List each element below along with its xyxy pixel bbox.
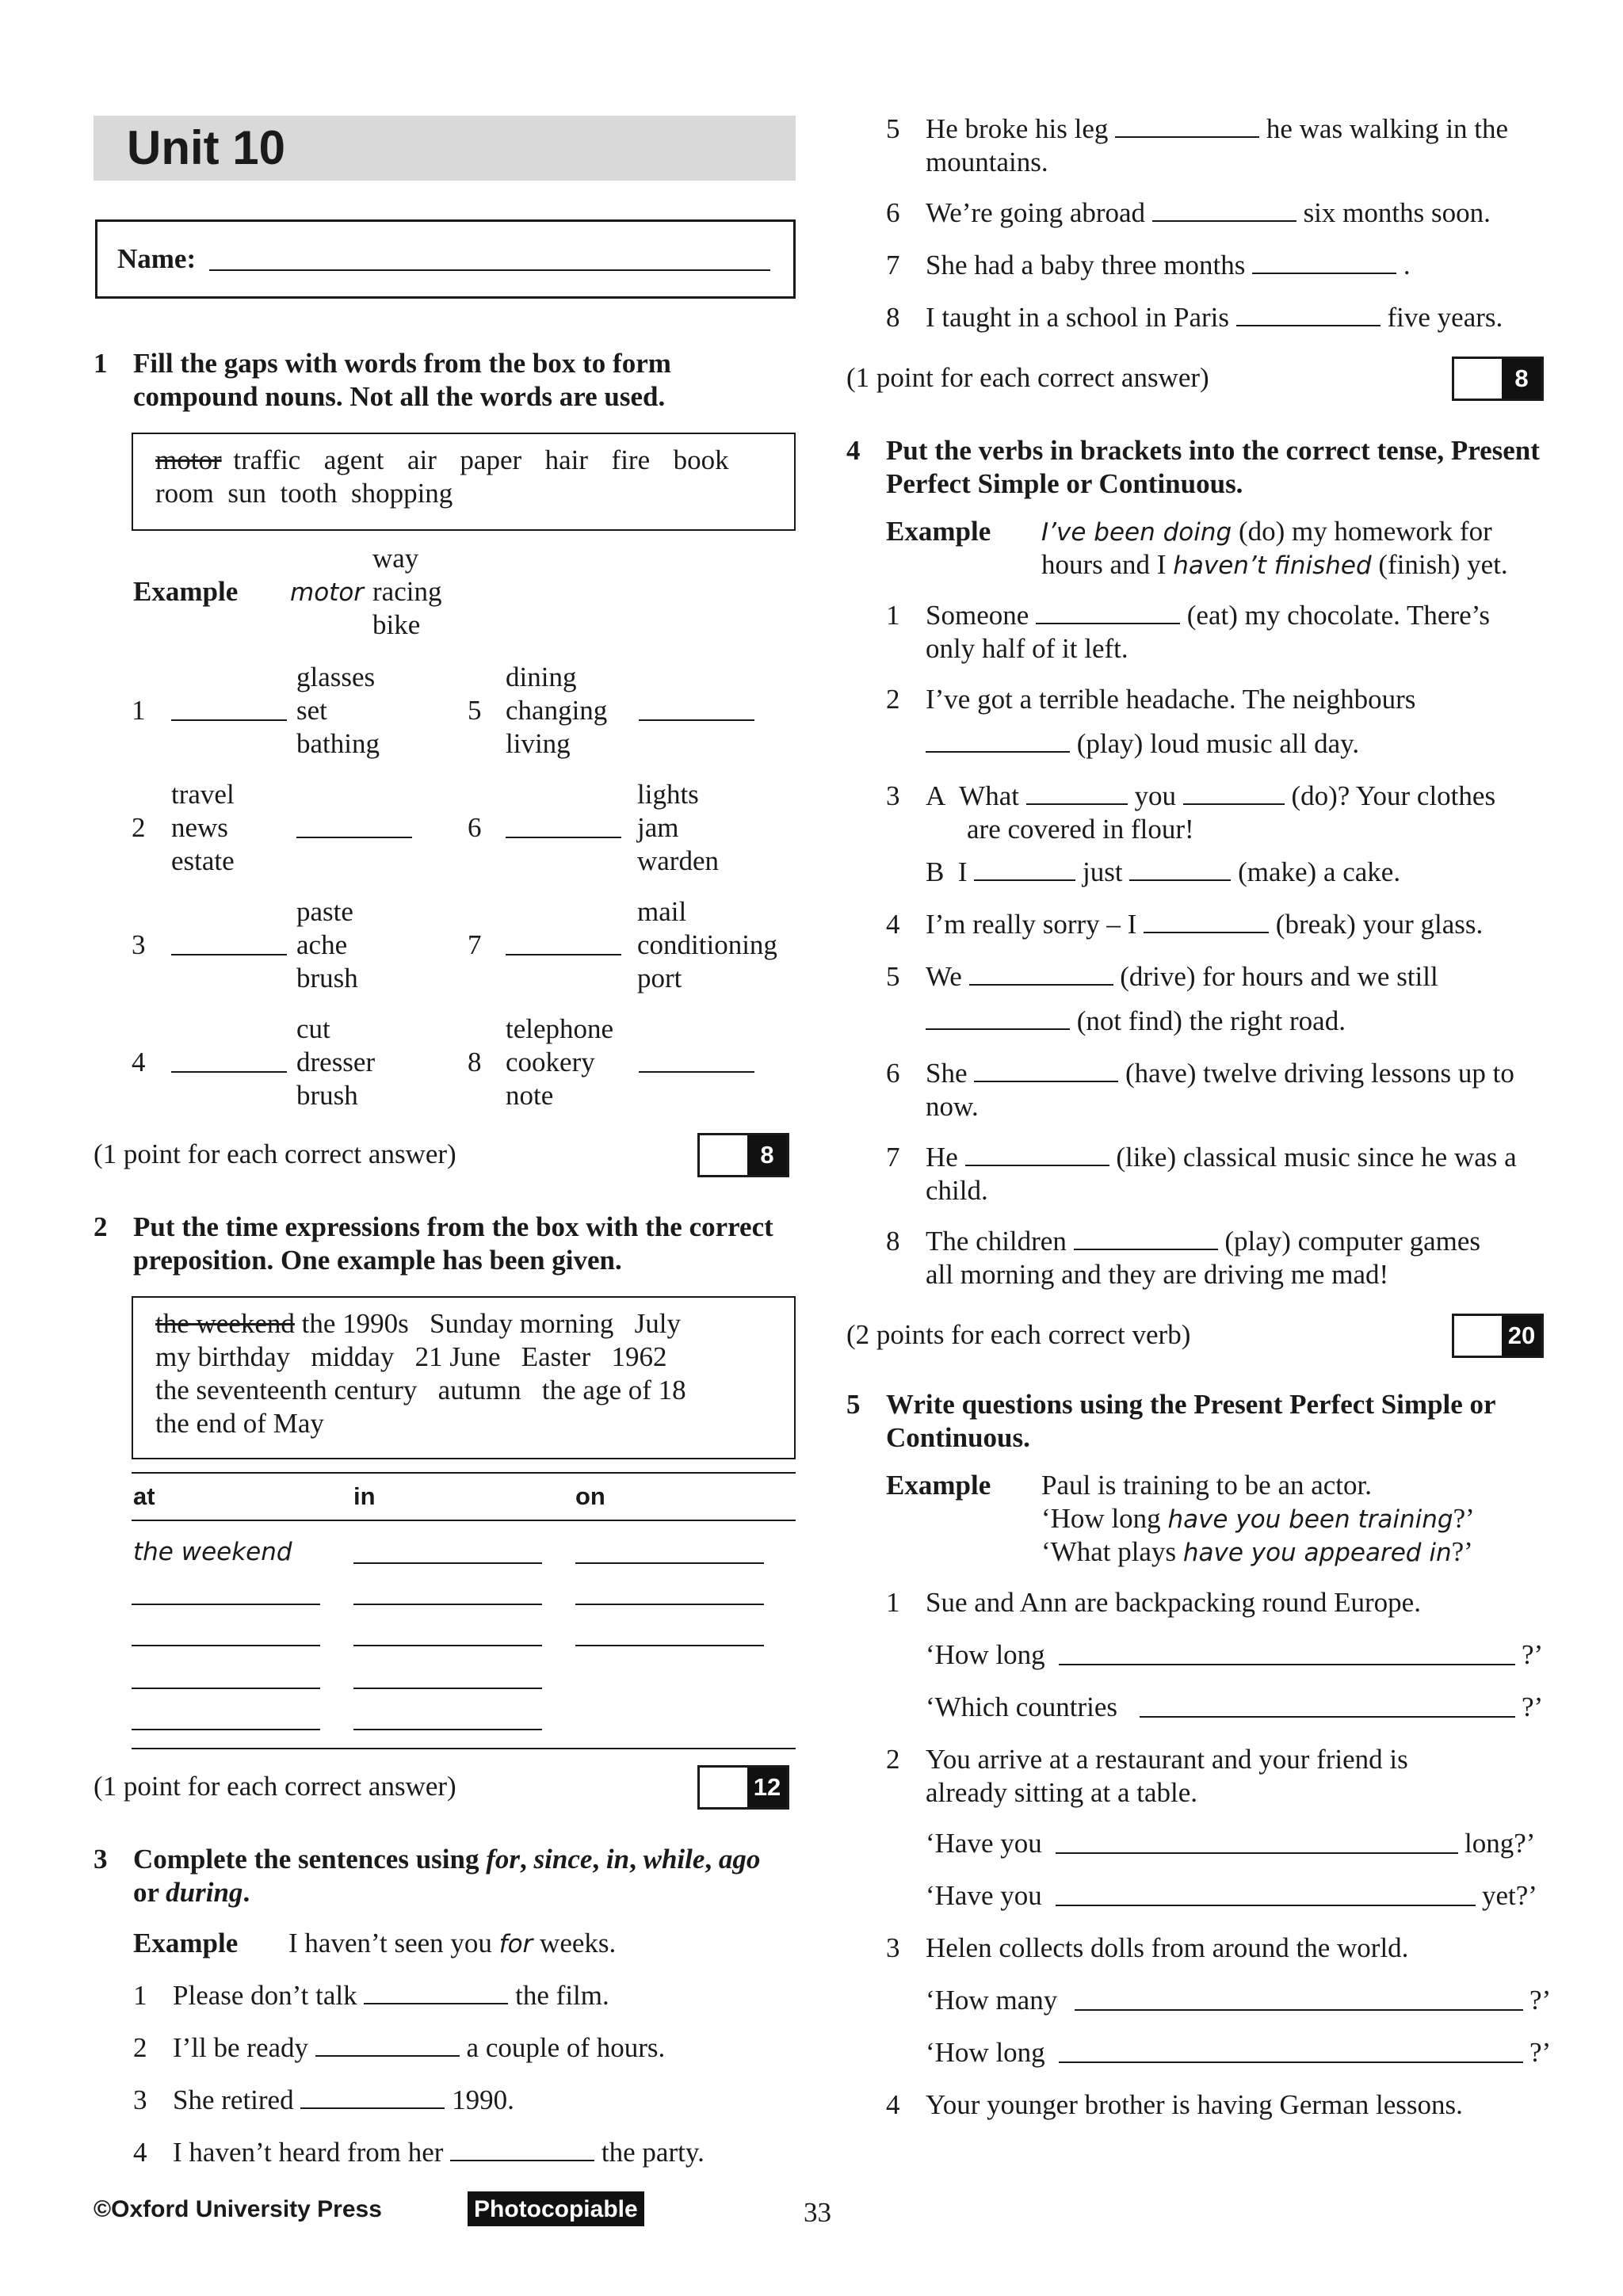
ex4-item-1-blank[interactable] [1036,602,1180,624]
ex2-instruction-2: preposition. One example has been given. [133,1245,622,1276]
ex2-in-blank-3[interactable] [353,1645,542,1646]
ex5-item-2-number: 2 [886,1744,900,1775]
ex1-score-box [697,1133,789,1177]
ex2-points-note: (1 point for each correct answer) [94,1771,456,1802]
ex2-box-struck-word: the weekend [155,1308,295,1339]
ex3-item-4-pre: I haven’t heard from her [173,2137,444,2168]
ex1-item-7-number: 7 [468,929,482,960]
ex5-item-1-q2-pre: ‘Which countries [926,1691,1117,1722]
ex3-example-label: Example [133,1928,239,1958]
ex1-item-5-blank[interactable] [639,719,754,721]
ex4-item-7-number: 7 [886,1142,900,1173]
ex4-item-3-a-blank-1[interactable] [1026,783,1128,805]
ex3-item-2-post: a couple of hours. [466,2032,666,2063]
ex3-item-7-blank[interactable] [1252,252,1396,274]
ex3-example-sentence [288,1927,616,1961]
ex1-number: 1 [94,348,108,379]
ex1-box-line-1 [155,444,729,477]
ex2-score-box [697,1765,789,1810]
ex3-number: 3 [94,1844,108,1875]
ex5-item-2-q1-blank[interactable] [1056,1852,1458,1854]
ex5-example-label: Example [886,1470,991,1501]
ex1-item-4-blank[interactable] [171,1071,287,1073]
ex2-box-words-1: the 1990s Sunday morning July [301,1308,681,1339]
ex3-score: 8 [1502,359,1541,399]
ex4-item-3-b-post: (make) a cake. [1238,856,1401,887]
ex4-item-7-blank[interactable] [965,1144,1109,1166]
name-label: Name: [117,243,197,274]
ex1-item-2-word-1: travel [171,779,235,810]
ex4-item-4-post: (break) your glass. [1275,909,1484,940]
ex2-at-blank-2[interactable] [132,1604,320,1605]
ex4-item-5-blank-1[interactable] [969,963,1113,986]
ex5-item-3-text: Helen collects dolls from around the world. [926,1932,1409,1963]
ex3-item-2-pre: I’ll be ready [173,2032,309,2063]
ex5-example-line-1: Paul is training to be an actor. [1041,1470,1372,1501]
ex3-item-3-blank[interactable] [300,2087,445,2109]
ex3-instruction-2: or during. [133,1877,250,1908]
ex2-box-line-4: the end of May [155,1408,324,1439]
ex4-item-1-pre: Someone [926,600,1029,631]
ex1-item-3-word-3: brush [296,963,358,994]
ex1-box-words: traffic agent air paper hair fire book [233,444,729,475]
ex4-item-7-pre: He [926,1142,958,1173]
ex4-item-3-b-label: B [926,856,945,887]
ex3-word-during: during [166,1877,243,1908]
ex1-box-line-2: room sun tooth shopping [155,478,453,509]
ex1-example-word-3: bike [372,609,421,640]
ex4-item-5-post: (drive) for hours and we still [1120,961,1438,992]
ex3-instruction-text: Complete the sentences using [133,1844,487,1875]
ex3-item-5-number: 5 [886,113,900,144]
ex2-score: 12 [747,1768,787,1807]
ex4-example-rest-1: (do) my homework for [1232,516,1492,547]
ex3-instruction-or: or [133,1877,166,1908]
ex1-item-8-blank[interactable] [639,1071,754,1073]
ex3-item-1-number: 1 [133,1980,147,2011]
ex4-example-rest-2: (finish) yet. [1371,549,1508,580]
ex4-item-8-line-2: all morning and they are driving me mad! [926,1259,1389,1290]
ex3-word-since: since [533,1844,593,1875]
ex5-item-2-q1-pre: ‘Have you [926,1828,1042,1859]
ex3-item-2 [133,2031,665,2065]
ex4-item-3-a-post: (do)? Your clothes [1291,780,1496,811]
ex5-item-3-q1-pre: ‘How many [926,1985,1058,2016]
ex2-in-blank-5[interactable] [353,1729,542,1730]
ex2-in-blank-1[interactable] [353,1562,542,1564]
ex3-item-5-blank[interactable] [1115,116,1259,138]
ex3-item-3 [133,2084,514,2117]
ex5-item-4 [886,2088,1463,2122]
ex3-item-8-post: five years. [1387,302,1503,333]
ex1-item-1-number: 1 [132,695,146,726]
ex2-at-blank-5[interactable] [132,1729,320,1730]
ex5-item-1 [886,1586,1421,1619]
ex4-item-3-b-mid: just [1083,856,1123,887]
ex4-item-2-text: I’ve got a terrible headache. The neighbours [926,684,1416,715]
ex1-item-3-number: 3 [132,929,146,960]
ex5-example-pre-3: ‘What plays [1041,1536,1183,1567]
ex3-item-8-blank[interactable] [1236,304,1381,326]
ex3-item-3-number: 3 [133,2084,147,2115]
ex1-item-2-number: 2 [132,812,146,843]
ex4-item-5-number: 5 [886,961,900,992]
ex4-score: 20 [1502,1316,1541,1356]
ex4-item-2-number: 2 [886,684,900,715]
ex5-item-2-q2-blank[interactable] [1056,1905,1476,1906]
ex1-item-1-word-2: set [296,695,327,726]
ex1-item-2-blank[interactable] [296,837,412,838]
ex5-item-2-q2-pre: ‘Have you [926,1880,1042,1911]
ex3-item-1 [133,1979,609,2012]
ex5-item-2-text-2: already sitting at a table. [926,1777,1198,1808]
ex5-item-3-q2-blank[interactable] [1059,2061,1523,2063]
ex1-item-7-word-3: port [637,963,682,994]
ex5-item-1-number: 1 [886,1587,900,1618]
ex3-points-note: (1 point for each correct answer) [846,362,1209,393]
ex2-table-bottom-rule [132,1748,796,1749]
ex5-item-1-q2-post: ?’ [1522,1691,1544,1722]
ex3-item-8-number: 8 [886,302,900,333]
ex4-item-7-post: (like) classical music since he was a [1116,1142,1517,1173]
ex4-item-1 [886,599,1490,632]
ex5-instruction-2: Continuous. [886,1422,1030,1453]
ex1-item-5-word-3: living [506,728,571,759]
ex3-item-2-blank[interactable] [315,2035,460,2057]
ex1-item-7-word-1: mail [637,896,687,927]
ex3-instruction-1: Complete the sentences using for, since, in, while, ago [133,1844,761,1875]
ex5-item-1-q1-blank[interactable] [1059,1664,1515,1665]
ex4-item-4 [886,908,1483,941]
ex4-item-4-blank[interactable] [1144,911,1269,933]
ex1-item-2-word-2: news [171,812,228,843]
ex3-item-6-post: six months soon. [1303,197,1491,228]
ex5-instruction-1: Write questions using the Present Perfect Simple or [886,1389,1496,1420]
ex1-item-6-word-2: jam [637,812,679,843]
ex4-item-3-b [926,856,1400,889]
ex4-item-3-a-label: A [926,780,946,811]
ex2-at-blank-4[interactable] [132,1688,320,1689]
ex4-item-3-a-pre: What [959,780,1019,811]
name-box [95,219,796,299]
ex5-item-4-number: 4 [886,2089,900,2120]
ex4-item-6-line-2: now. [926,1091,979,1122]
ex5-item-3-q1-blank[interactable] [1075,2009,1523,2011]
ex5-item-1-q1-pre: ‘How long [926,1639,1045,1670]
ex2-on-blank-2[interactable] [575,1604,764,1605]
ex4-item-2-post: (play) loud music all day. [1076,728,1360,759]
ex1-item-4-word-3: brush [296,1080,358,1111]
ex1-box-struck-word: motor [155,444,222,475]
ex4-item-2 [886,683,1415,716]
name-field[interactable] [209,269,770,271]
ex3-item-6-number: 6 [886,197,900,228]
ex1-example-word-2: racing [372,576,442,607]
ex1-score: 8 [747,1135,787,1175]
ex3-item-3-post: 1990. [452,2084,514,2115]
ex1-points-note: (1 point for each correct answer) [94,1138,456,1169]
ex2-header-on: on [575,1482,605,1510]
ex4-item-8 [886,1225,1480,1258]
ex4-instruction-1: Put the verbs in brackets into the correct tense, Present [886,435,1540,466]
ex3-item-6-blank[interactable] [1152,200,1296,222]
copyright-text: ©Oxford University Press [94,2196,382,2222]
ex1-item-6-number: 6 [468,812,482,843]
ex1-item-4-word-2: dresser [296,1047,376,1077]
ex2-in-blank-4[interactable] [353,1688,542,1689]
ex1-example-answer: motor [290,578,365,607]
ex4-example-pre-2: hours and I [1041,549,1174,580]
ex1-item-5-word-2: changing [506,695,608,726]
ex1-item-3-word-2: ache [296,929,348,960]
ex5-example-line-2 [1041,1502,1475,1536]
ex2-header-rule [132,1520,796,1521]
ex5-item-2 [886,1743,1408,1776]
ex3-item-7-pre: She had a baby three months [926,250,1246,280]
ex1-item-4-word-1: cut [296,1013,330,1044]
ex5-item-3-q2-post: ?’ [1529,2037,1552,2068]
ex4-item-7-line-2: child. [926,1175,988,1206]
ex3-item-1-post: the film. [515,1980,609,2011]
ex1-example-label: Example [133,576,239,607]
ex4-item-6-pre: She [926,1058,968,1089]
ex4-item-6-blank[interactable] [974,1060,1118,1082]
ex5-example-answer-3: have you appeared in [1182,1539,1452,1567]
ex3-word-in: in [605,1844,630,1875]
ex4-item-5-post-2: (not find) the right road. [1076,1005,1346,1036]
ex3-example-post: weeks. [533,1928,617,1958]
ex4-item-5-pre: We [926,961,962,992]
ex4-example-answer-2: haven’t finished [1173,551,1372,580]
ex5-example-answer-2: have you been training [1167,1505,1453,1534]
ex5-example-post-2: ?’ [1453,1503,1475,1534]
ex3-example-pre: I haven’t seen you [288,1928,499,1958]
ex1-item-6-word-1: lights [637,779,699,810]
ex5-item-3-q1-post: ?’ [1529,1985,1552,2016]
ex4-item-3-b-blank-1[interactable] [974,859,1075,881]
ex2-box-line-2: my birthday midday 21 June Easter 1962 [155,1341,667,1372]
ex5-example-line-3 [1041,1535,1473,1569]
ex4-item-5 [886,960,1438,994]
photocopiable-badge [468,2191,644,2226]
ex4-score-box [1452,1314,1544,1358]
ex5-item-1-q2-blank[interactable] [1140,1716,1515,1718]
ex1-item-7-word-2: conditioning [637,929,777,960]
ex4-example-line-1 [1041,515,1492,549]
ex1-item-6-blank[interactable] [506,837,621,838]
ex3-item-1-blank[interactable] [364,1982,508,2004]
ex1-item-1-blank[interactable] [171,719,287,721]
ex4-item-6-number: 6 [886,1058,900,1089]
ex3-item-5-pre: He broke his leg [926,113,1109,144]
ex4-item-4-number: 4 [886,909,900,940]
ex1-instruction-1: Fill the gaps with words from the box to form [133,348,671,379]
ex3-word-while: while [643,1844,705,1875]
ex5-item-1-q1-post: ?’ [1522,1639,1544,1670]
ex5-item-4-text: Your younger brother is having German lessons. [926,2089,1463,2120]
ex4-example-label: Example [886,516,991,547]
ex2-in-blank-2[interactable] [353,1604,542,1605]
ex1-item-8-number: 8 [468,1047,482,1077]
ex3-item-7-number: 7 [886,250,900,280]
ex4-points-note: (2 points for each correct verb) [846,1319,1191,1350]
ex5-item-3-number: 3 [886,1932,900,1963]
ex4-item-8-post: (play) computer games [1224,1226,1480,1257]
ex4-item-2-blank[interactable] [926,730,1070,753]
ex1-item-7-blank[interactable] [506,954,621,955]
ex1-item-8-word-2: cookery [506,1047,595,1077]
ex1-item-4-number: 4 [132,1047,146,1077]
ex4-item-1-number: 1 [886,600,900,631]
ex1-item-3-blank[interactable] [171,954,287,955]
ex4-item-5-line-2 [926,1005,1346,1038]
ex1-item-8-word-3: note [506,1080,554,1111]
ex2-box-line-3: the seventeenth century autumn the age of 18 [155,1375,686,1405]
ex3-score-box [1452,357,1544,401]
ex4-item-3-a-line-2: are covered in flour! [967,814,1194,845]
ex1-item-1-word-3: bathing [296,728,380,759]
ex4-instruction-2: Perfect Simple or Continuous. [886,468,1243,499]
ex4-item-2-line-2 [926,727,1359,761]
ex3-item-8-pre: I taught in a school in Paris [926,302,1230,333]
ex5-item-2-text: You arrive at a restaurant and your friend is [926,1744,1408,1775]
ex3-item-4-post: the party. [601,2137,705,2168]
ex5-item-2-q2-post: yet?’ [1482,1880,1537,1911]
ex3-item-7 [886,249,1411,282]
ex5-item-3 [886,1932,1408,1965]
ex1-item-8-word-1: telephone [506,1013,614,1044]
ex3-word-for: for [486,1844,521,1875]
ex5-example-post-3: ?’ [1451,1536,1473,1567]
ex3-item-7-post: . [1403,250,1411,280]
ex4-item-1-line-2: only half of it left. [926,633,1128,664]
ex4-item-8-number: 8 [886,1226,900,1257]
ex3-item-2-number: 2 [133,2032,147,2063]
ex3-item-5-line-2: mountains. [926,147,1048,177]
ex3-item-6 [886,196,1491,230]
ex2-header-in: in [353,1482,376,1510]
ex4-item-3-b-pre: I [957,856,968,887]
ex5-item-1-text: Sue and Ann are backpacking round Europe. [926,1587,1421,1618]
ex3-word-ago: ago [718,1844,761,1875]
ex2-at-blank-3[interactable] [132,1645,320,1646]
ex2-on-blank-1[interactable] [575,1562,764,1564]
unit-title: Unit 10 [127,121,286,174]
ex3-item-3-pre: She retired [173,2084,294,2115]
ex2-example-answer: the weekend [133,1538,292,1566]
ex4-item-5-blank-2[interactable] [926,1008,1070,1030]
ex2-number: 2 [94,1211,108,1242]
ex3-item-8 [886,301,1503,334]
ex2-box-line-1 [155,1307,681,1341]
ex4-item-3-number: 3 [886,780,900,811]
ex2-header-at: at [133,1482,155,1510]
ex4-item-3-b-blank-2[interactable] [1129,859,1231,881]
ex1-item-6-word-3: warden [637,845,720,876]
ex4-item-8-pre: The children [926,1226,1067,1257]
ex4-item-7 [886,1141,1517,1174]
ex3-item-4 [133,2136,705,2169]
ex2-on-blank-3[interactable] [575,1645,764,1646]
ex5-example-pre-2: ‘How long [1041,1503,1168,1534]
ex5-item-3-q2-pre: ‘How long [926,2037,1045,2068]
ex1-item-1-word-1: glasses [296,662,376,692]
ex4-item-8-blank[interactable] [1074,1228,1218,1250]
ex1-instruction-2: compound nouns. Not all the words are used. [133,381,666,412]
ex4-example-answer-1: I’ve been doing [1041,518,1232,547]
ex4-item-3-a-blank-2[interactable] [1183,783,1285,805]
ex4-item-1-post: (eat) my chocolate. There’s [1186,600,1490,631]
ex3-item-4-blank[interactable] [450,2139,594,2161]
ex2-table-top-rule [132,1472,796,1474]
ex3-item-6-pre: We’re going abroad [926,197,1146,228]
ex1-item-5-number: 5 [468,695,482,726]
ex3-item-4-number: 4 [133,2137,147,2168]
ex4-item-3-a-mid: you [1134,780,1176,811]
ex2-instruction-1: Put the time expressions from the box with the correct [133,1211,773,1242]
ex4-item-3-a [886,780,1495,813]
ex3-item-5 [886,113,1508,146]
ex4-example-line-2 [1041,548,1508,582]
ex5-number: 5 [846,1389,861,1420]
photocopiable-label: Photocopiable [474,2196,638,2222]
ex1-item-2-word-3: estate [171,845,235,876]
ex3-example-answer: for [498,1930,533,1958]
ex4-item-4-pre: I’m really sorry – I [926,909,1137,940]
ex4-item-6-post: (have) twelve driving lessons up to [1125,1058,1514,1089]
ex1-item-5-word-1: dining [506,662,577,692]
ex4-item-6 [886,1057,1514,1090]
ex3-item-1-pre: Please don’t talk [173,1980,357,2011]
ex5-item-2-q1-post: long?’ [1465,1828,1536,1859]
ex3-item-5-post: he was walking in the [1266,113,1509,144]
ex1-example-word-1: way [372,543,419,574]
ex4-number: 4 [846,435,861,466]
page-number: 33 [804,2197,831,2228]
ex1-item-3-word-1: paste [296,896,353,927]
